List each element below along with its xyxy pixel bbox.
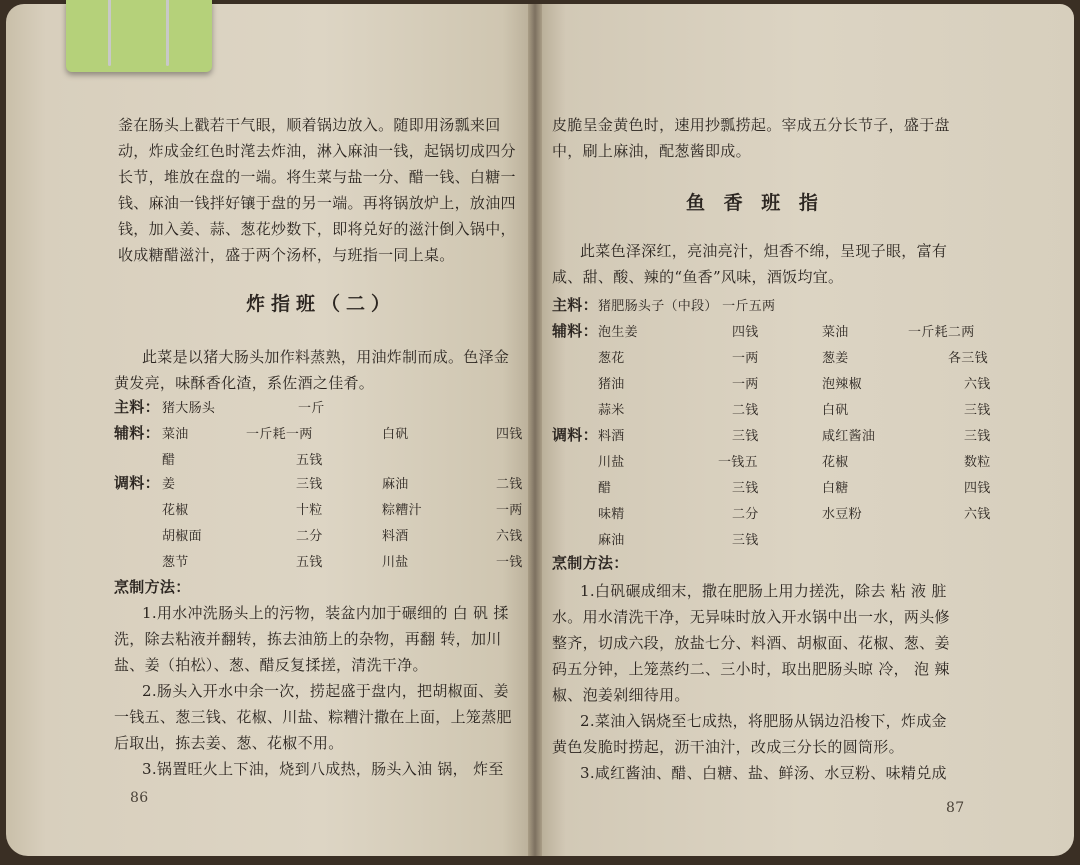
left-row-qty: 五钱 — [296, 555, 323, 570]
left-row-item: 葱节 — [162, 555, 189, 570]
right-row-qty: 四钱 — [732, 325, 759, 340]
left-row-qty: 十粒 — [296, 503, 323, 518]
left-intro-line: 钱、麻油一钱拌好镶于盘的另一端。再将锅放炉上，放油四 — [118, 194, 516, 212]
left-method-line: 一钱五、葱三钱、花椒、川盐、粽糟汁撒在上面，上笼蒸肥 — [114, 708, 512, 726]
right-row-qty: 三钱 — [732, 533, 759, 548]
left-row-label: 调料： — [114, 474, 160, 492]
right-page-number: 87 — [946, 800, 965, 816]
right-row-item: 蒜米 — [598, 403, 625, 418]
binder-clip — [66, 0, 212, 86]
right-intro-line: 中，刷上麻油，配葱酱即成。 — [552, 142, 751, 160]
left-method-line: 1.用水冲洗肠头上的污物，装盆内加于碾细的 白 矾 揉 — [142, 604, 509, 622]
right-row-label: 辅料： — [552, 322, 598, 340]
left-row-item2: 料酒 — [382, 529, 409, 544]
right-row-item: 川盐 — [598, 455, 625, 470]
left-row-item: 花椒 — [162, 503, 189, 518]
left-method-line: 盐、姜（拍松）、葱、醋反复揉搓，清洗干净。 — [114, 656, 428, 674]
left-intro-line: 钱，加入姜、蒜、葱花炒数下，即将兑好的滋汁倒入锅中， — [118, 220, 516, 238]
right-row-qty2: 三钱 — [964, 429, 991, 444]
left-row-qty2: 一钱 — [496, 555, 523, 570]
right-method-line: 整齐，切成六段，放盐七分、料酒、胡椒面、花椒、葱、姜 — [552, 634, 950, 652]
right-row-qty2: 三钱 — [964, 403, 991, 418]
left-page — [6, 4, 534, 856]
left-row-qty: 一斤耗一两 — [246, 427, 313, 442]
book-gutter — [528, 4, 542, 856]
right-row-qty2: 数粒 — [964, 455, 991, 470]
binder-clip-wire — [166, 0, 169, 66]
left-row-qty2: 二钱 — [496, 477, 523, 492]
left-method-label: 烹制方法： — [114, 578, 191, 596]
left-method-line: 2.肠头入开水中余一次，捞起盛于盘内，把胡椒面、姜 — [142, 682, 509, 700]
right-row-qty2: 六钱 — [964, 507, 991, 522]
right-method-label: 烹制方法： — [552, 554, 629, 572]
left-row-item: 姜 — [162, 477, 176, 492]
open-book — [6, 4, 1074, 856]
right-method-line: 椒、泡姜剁细待用。 — [552, 686, 690, 704]
right-row-qty: 二钱 — [732, 403, 759, 418]
right-row-qty: 三钱 — [732, 481, 759, 496]
left-desc-line: 此菜是以猪大肠头加作料蒸熟，用油炸制而成。色泽金 — [142, 348, 510, 366]
right-row-qty: 一两 — [732, 377, 759, 392]
right-row-item: 麻油 — [598, 533, 625, 548]
right-row-qty2: 一斤耗二两 — [908, 325, 975, 340]
left-row-qty: 三钱 — [296, 477, 323, 492]
right-page — [536, 4, 1074, 856]
left-intro-line: 釜在肠头上戳若干气眼，顺着锅边放入。随即用汤瓢来回 — [118, 116, 501, 134]
right-row-qty: 一钱五 — [718, 455, 758, 470]
left-row-label: 主料： — [114, 398, 160, 416]
right-intro-line: 皮脆呈金黄色时，速用抄瓢捞起。宰成五分长节子，盛于盘 — [552, 116, 950, 134]
left-method-line: 3.锅置旺火上下油，烧到八成热，肠头入油 锅， 炸至 — [142, 760, 504, 778]
left-desc-line: 黄发亮，味酥香化渣，系佐酒之佳肴。 — [114, 374, 375, 392]
left-row-qty: 二分 — [296, 529, 323, 544]
left-row-label: 辅料： — [114, 424, 160, 442]
right-desc-line: 此菜色泽深红，亮油亮汁，炟香不绵，呈现子眼，富有 — [580, 242, 948, 260]
left-intro-line: 长节，堆放在盘的一端。将生菜与盐一分、醋一钱、白糖一 — [118, 168, 516, 186]
left-row-item2: 川盐 — [382, 555, 409, 570]
left-row-qty2: 一两 — [496, 503, 523, 518]
right-method-line: 2.菜油入锅烧至七成热，将肥肠从锅边沿梭下，炸成金 — [580, 712, 947, 730]
left-heading: 炸指班（二） — [246, 293, 397, 315]
binder-clip-body — [66, 0, 212, 72]
left-row-qty: 五钱 — [296, 453, 323, 468]
right-row-item2: 泡辣椒 — [822, 377, 862, 392]
right-row-item2: 白糖 — [822, 481, 849, 496]
right-row-item2: 白矾 — [822, 403, 849, 418]
right-row-qty: 三钱 — [732, 429, 759, 444]
right-row-item: 味精 — [598, 507, 625, 522]
right-row-item2: 花椒 — [822, 455, 849, 470]
right-row-item: 料酒 — [598, 429, 625, 444]
right-method-line: 黄色发脆时捞起，沥干油汁，改成三分长的圆筒形。 — [552, 738, 904, 756]
right-row-item: 泡生姜 — [598, 325, 638, 340]
left-row-qty2: 六钱 — [496, 529, 523, 544]
right-row-item2: 菜油 — [822, 325, 849, 340]
left-row-item: 猪大肠头 — [162, 401, 216, 416]
right-row-qty2: 四钱 — [964, 481, 991, 496]
right-heading: 鱼 香 班 指 — [686, 192, 824, 214]
left-row-item: 醋 — [162, 453, 176, 468]
left-page-number: 86 — [130, 790, 149, 806]
left-intro-line: 动，炸成金红色时滗去炸油，淋入麻油一钱，起锅切成四分 — [118, 142, 516, 160]
right-method-line: 水。用水清洗干净，无异味时放入开水锅中出一水，两头修 — [552, 608, 950, 626]
right-row-item2: 咸红酱油 — [822, 429, 876, 444]
left-row-item2: 麻油 — [382, 477, 409, 492]
right-desc-line: 咸、甜、酸、辣的“鱼香”风味，酒饭均宜。 — [552, 268, 844, 286]
left-row-qty2: 四钱 — [496, 427, 523, 442]
right-row-item2: 水豆粉 — [822, 507, 862, 522]
left-method-line: 后取出，拣去姜、葱、花椒不用。 — [114, 734, 344, 752]
right-row-item2: 葱姜 — [822, 351, 849, 366]
right-row-item: 葱花 — [598, 351, 625, 366]
right-row-qty: 一两 — [732, 351, 759, 366]
right-row-label: 调料： — [552, 426, 598, 444]
right-row-qty2: 各三钱 — [948, 351, 988, 366]
right-main-text: 猪肥肠头子（中段） 一斤五两 — [598, 299, 776, 314]
left-row-item2: 粽糟汁 — [382, 503, 422, 518]
left-intro-line: 收成糖醋滋汁，盛于两个汤杯，与班指一同上桌。 — [118, 246, 455, 264]
binder-clip-wire — [108, 0, 111, 66]
left-row-qty: 一斤 — [298, 401, 325, 416]
right-main-label: 主料： — [552, 296, 598, 314]
right-row-item: 猪油 — [598, 377, 625, 392]
right-row-item: 醋 — [598, 481, 612, 496]
left-row-item: 胡椒面 — [162, 529, 202, 544]
left-method-line: 洗，除去粘液并翻转，拣去油筋上的杂物，再翻 转，加川 — [114, 630, 502, 648]
right-row-qty: 二分 — [732, 507, 759, 522]
left-row-item: 菜油 — [162, 427, 189, 442]
right-method-line: 3.咸红酱油、醋、白糖、盐、鲜汤、水豆粉、味精兑成 — [580, 764, 947, 782]
right-method-line: 码五分钟，上笼蒸约二、三小时，取出肥肠头晾 冷， 泡 辣 — [552, 660, 950, 678]
right-method-line: 1.白矾碾成细末，撒在肥肠上用力搓洗，除去 粘 液 脏 — [580, 582, 947, 600]
right-row-qty2: 六钱 — [964, 377, 991, 392]
left-row-item2: 白矾 — [382, 427, 409, 442]
